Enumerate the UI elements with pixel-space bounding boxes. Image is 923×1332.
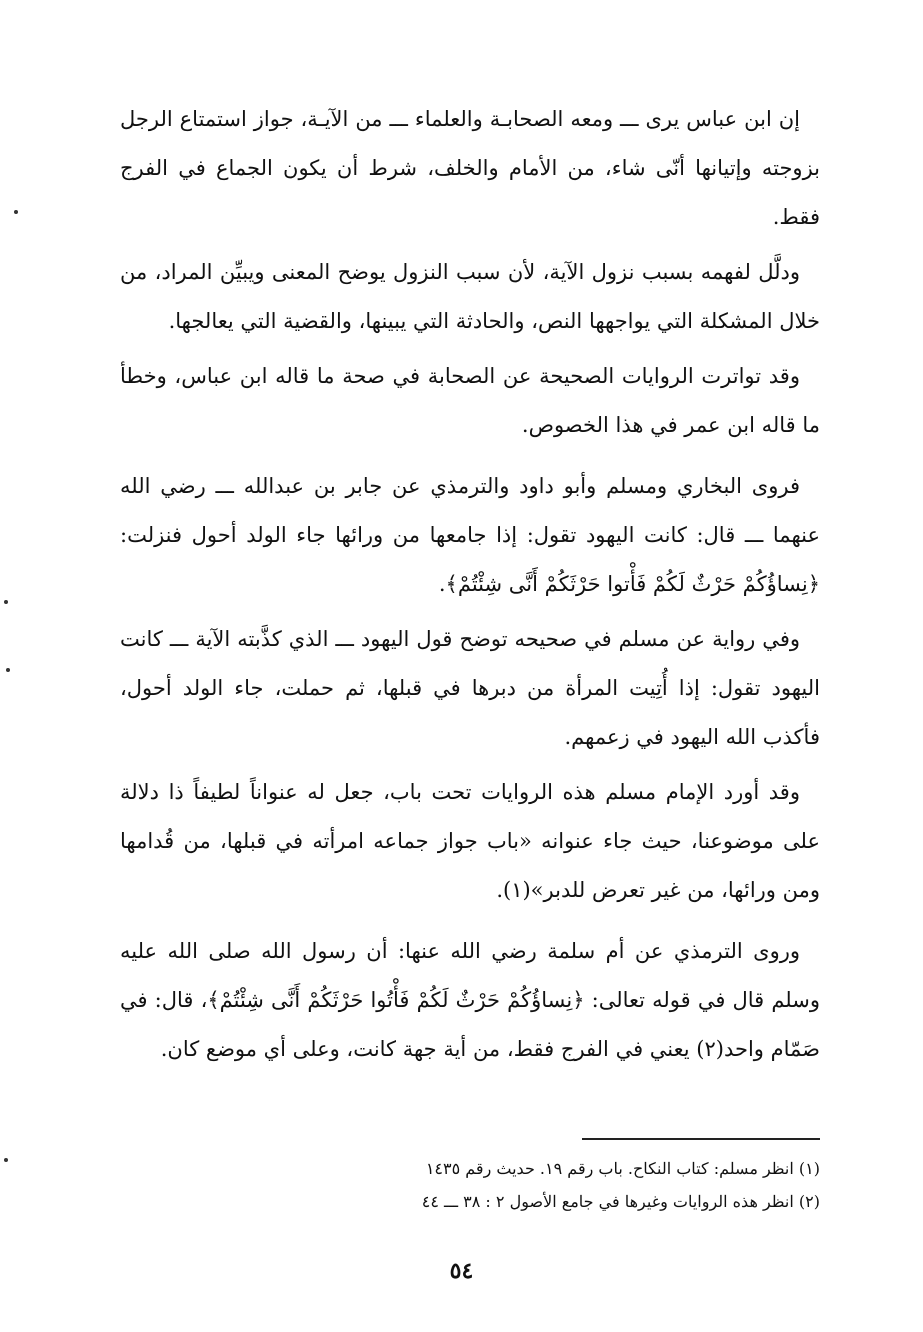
main-text: [120, 95, 820, 1080]
footnote-2: (٢) انظر هذه الروايات وغيرها في جامع الأصول ٢ : ٣٨ ـــ ٤٤: [421, 1192, 820, 1211]
footnotes: [280, 1152, 820, 1218]
page-number: ٥٤: [449, 1258, 474, 1284]
paragraph-narrations: وقد تواترت الروايات الصحيحة عن الصحابة في صحة ما قاله ابن عباس، وخطأ ما قاله ابن عمر في هذا الخصوص.: [120, 364, 820, 437]
paragraph-muslim-chapter: وقد أورد الإمام مسلم هذه الروايات تحت باب، جعل له عنواناً لطيفاً ذا دلالة على موضوعنا، حيث جاء عنوانه «باب جواز جماعه امرأته في قبلها، من قُدامها ومن ورائها، من غير تعرض للدبر»(١).: [120, 780, 820, 902]
scan-speck: [4, 1158, 8, 1162]
scan-speck: [4, 600, 8, 604]
footnote-divider: [582, 1138, 820, 1140]
paragraph-ibn-abbas-view: إن ابن عباس يرى ـــ ومعه الصحابـة والعلماء ـــ من الآيـة، جواز استمتاع الرجل بزوجته وإتيانها أنّى شاء، من الأمام والخلف، شرط أن يكون الجماع في الفرج فقط.: [120, 107, 820, 229]
paragraph-muslim-narration: وفي رواية عن مسلم في صحيحه توضح قول اليهود ـــ الذي كذَّبته الآية ـــ كانت اليهود تقول: إذا أُتِيت المرأة من دبرها في قبلها، ثم حملت، جاء الولد أحول، فأكذب الله اليهود في زعمهم.: [120, 627, 820, 749]
scan-speck: [14, 210, 18, 214]
paragraph-tirmidhi-narration: وروى الترمذي عن أم سلمة رضي الله عنها: أن رسول الله صلى الله عليه وسلم قال في قوله تعالى: ﴿نِساؤُكُمْ حَرْثٌ لَكُمْ فَأْتُوا حَرْثَكُمْ أَنَّى شِئْتُمْ﴾، قال: في صَمّام واحد(٢) يعني في الفرج فقط، من أية جهة كانت، وعلى أي موضع كان.: [120, 939, 820, 1061]
scan-speck: [6, 668, 10, 672]
footnote-1: (١) انظر مسلم: كتاب النكاح. باب رقم ١٩. حديث رقم ١٤٣٥: [425, 1159, 820, 1178]
paragraph-cause-of-revelation: ودلَّل لفهمه بسبب نزول الآية، لأن سبب النزول يوضح المعنى ويبيِّن المراد، من خلال المشكلة التي يواجهها النص، والحادثة التي يبينها، والقضية التي يعالجها.: [120, 260, 820, 333]
paragraph-bukhari-narration: فروى البخاري ومسلم وأبو داود والترمذي عن جابر بن عبدالله ـــ رضي الله عنهما ـــ قال: كانت اليهود تقول: إذا جامعها من ورائها جاء الولد أحول فنزلت: ﴿نِساؤُكُمْ حَرْثٌ لَكُمْ فَأْتوا حَرْثَكُمْ أَنَّى شِئْتُمْ﴾.: [120, 474, 820, 596]
